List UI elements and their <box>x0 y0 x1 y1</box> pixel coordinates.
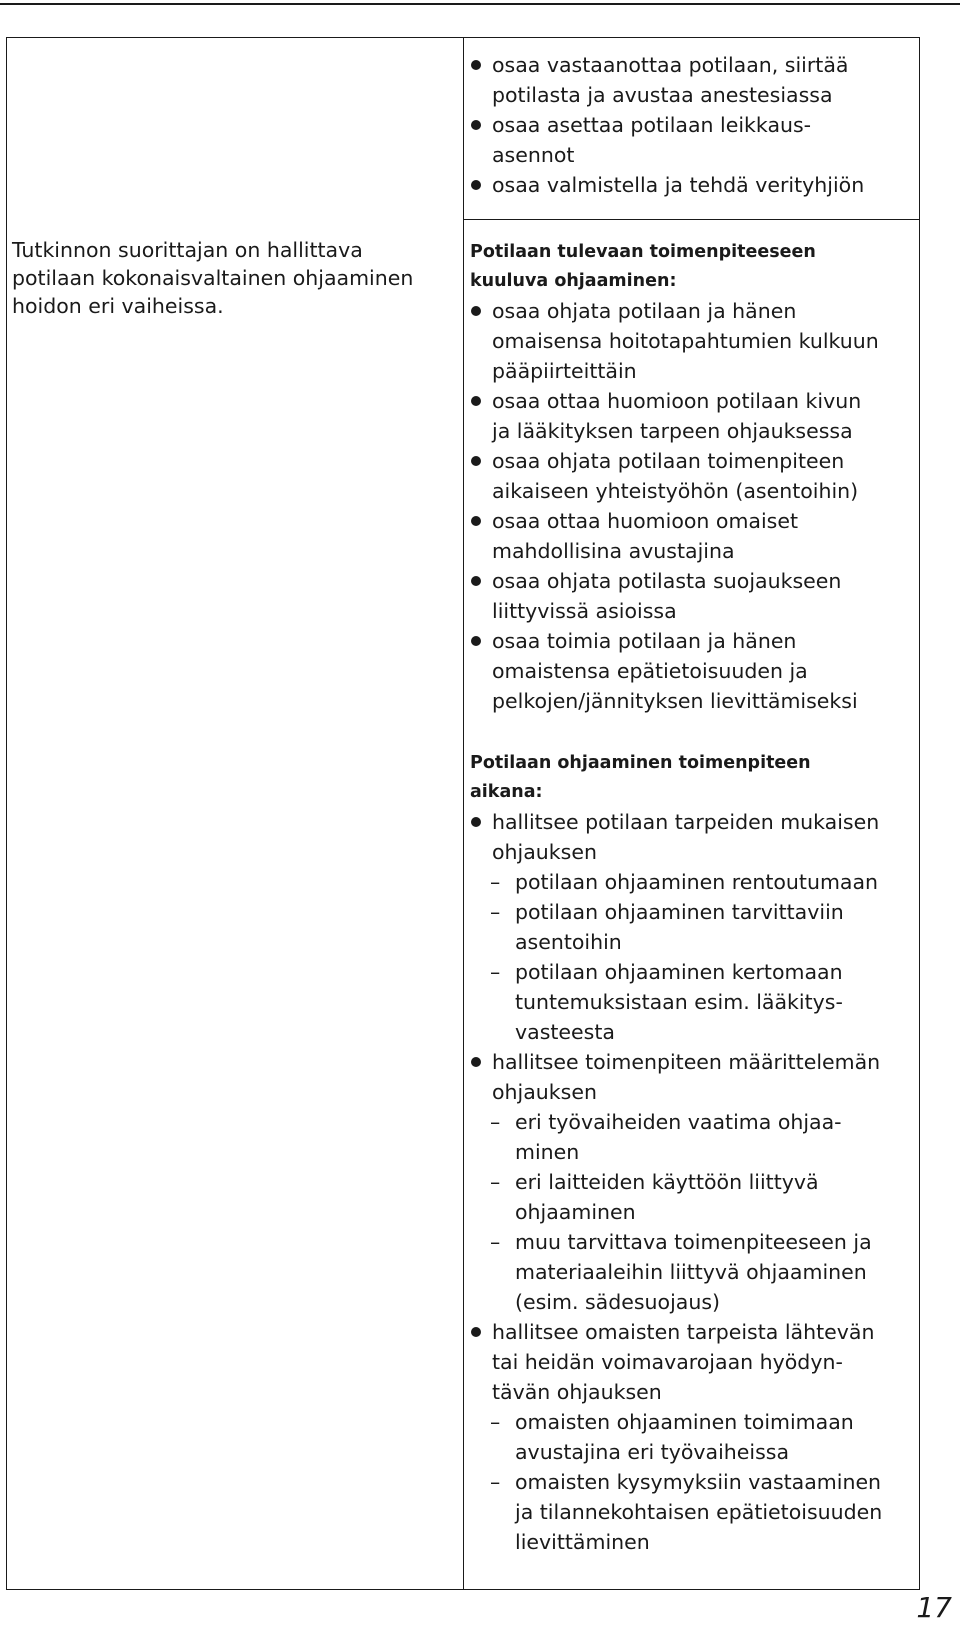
text-line: hallitsee omaisten tarpeista lähtevän <box>492 1320 875 1344</box>
dash-marker: – <box>490 1470 501 1494</box>
text-line: materiaaleihin liittyvä ohjaaminen <box>515 1260 867 1284</box>
text-line: pääpiirteittäin <box>492 359 637 383</box>
text-line: asentoihin <box>515 930 622 954</box>
bullet-icon <box>471 456 481 466</box>
text-line: ja tilannekohtaisen epätietoisuuden <box>515 1500 883 1524</box>
list-item <box>470 446 910 506</box>
text-line: ja lääkityksen tarpeen ohjauksessa <box>492 419 853 443</box>
sub-list-item <box>470 1467 910 1557</box>
text-line: potilaan kokonaisvaltainen ohjaaminen <box>12 266 414 290</box>
text-line: potilaan ohjaaminen kertomaan <box>515 960 843 984</box>
text-line: lievittäminen <box>515 1530 650 1554</box>
text-line: osaa asettaa potilaan leikkaus- <box>492 113 812 137</box>
sub-list-item <box>470 1107 910 1167</box>
list-item <box>470 1317 910 1407</box>
bullet-icon <box>471 180 481 190</box>
section-heading <box>470 238 910 296</box>
section-heading <box>470 749 910 807</box>
list-item <box>470 296 910 386</box>
heading-line: Potilaan ohjaaminen toimenpiteen <box>470 753 811 773</box>
list-item <box>470 386 910 446</box>
bullet-icon <box>471 576 481 586</box>
text-line: hallitsee potilaan tarpeiden mukaisen <box>492 810 880 834</box>
text-line: osaa ohjata potilaan ja hänen <box>492 299 797 323</box>
list-item <box>470 170 910 200</box>
dash-marker: – <box>490 1410 501 1434</box>
bullet-icon <box>471 1327 481 1337</box>
list-item <box>470 1047 910 1107</box>
dash-marker: – <box>490 1110 501 1134</box>
list-item <box>470 626 910 716</box>
bullet-icon <box>471 1057 481 1067</box>
section-during-procedure <box>470 749 910 1557</box>
text-line: aikaiseen yhteistyöhön (asentoihin) <box>492 479 859 503</box>
page-number: 17 <box>916 1591 952 1624</box>
text-line: osaa ottaa huomioon potilaan kivun <box>492 389 862 413</box>
bullet-icon <box>471 396 481 406</box>
sub-list-item <box>470 957 910 1047</box>
text-line: osaa ohjata potilaan toimenpiteen <box>492 449 845 473</box>
bullet-icon <box>471 636 481 646</box>
dash-marker: – <box>490 960 501 984</box>
main-right-cell <box>470 238 910 1590</box>
text-line: tuntemuksistaan esim. lääkitys- <box>515 990 843 1014</box>
text-line: osaa vastaanottaa potilaan, siirtää <box>492 53 849 77</box>
text-line: vasteesta <box>515 1020 615 1044</box>
text-line: eri laitteiden käyttöön liittyvä <box>515 1170 819 1194</box>
text-line: avustajina eri työvaiheissa <box>515 1440 790 1464</box>
section-before-procedure <box>470 238 910 716</box>
text-line: ohjauksen <box>492 1080 597 1104</box>
text-line: (esim. sädesuojaus) <box>515 1290 720 1314</box>
bullet-icon <box>471 817 481 827</box>
heading-line: Potilaan tulevaan toimenpiteeseen <box>470 242 816 262</box>
list-item <box>470 50 910 110</box>
top-right-cell <box>470 50 910 200</box>
text-line: osaa toimia potilaan ja hänen <box>492 629 797 653</box>
sub-list-item <box>470 1167 910 1227</box>
list-item <box>470 506 910 566</box>
dash-marker: – <box>490 870 501 894</box>
list-item <box>470 807 910 867</box>
bullet-icon <box>471 306 481 316</box>
sub-list-item <box>470 1407 910 1467</box>
sub-list-item <box>470 1227 910 1317</box>
text-line: osaa valmistella ja tehdä verityhjiön <box>492 173 865 197</box>
left-cell-requirement <box>12 236 452 320</box>
text-line: asennot <box>492 143 575 167</box>
text-line: osaa ohjata potilasta suojaukseen <box>492 569 842 593</box>
list-item <box>470 566 910 626</box>
text-line: ohjaaminen <box>515 1200 636 1224</box>
text-line: omaistensa epätietoisuuden ja <box>492 659 808 683</box>
text-line: pelkojen/jännityksen lievittämiseksi <box>492 689 858 713</box>
text-line: eri työvaiheiden vaatima ohjaa- <box>515 1110 842 1134</box>
text-line: mahdollisina avustajina <box>492 539 735 563</box>
sub-list-item <box>470 867 910 897</box>
text-line: muu tarvittava toimenpiteeseen ja <box>515 1230 872 1254</box>
text-line: Tutkinnon suorittajan on hallittava <box>12 238 363 262</box>
text-line: potilaan ohjaaminen rentoutumaan <box>515 870 879 894</box>
heading-line: aikana: <box>470 782 543 802</box>
text-line: omaisensa hoitotapahtumien kulkuun <box>492 329 879 353</box>
bullet-icon <box>471 60 481 70</box>
bullet-icon <box>471 516 481 526</box>
dash-marker: – <box>490 1170 501 1194</box>
text-line: hoidon eri vaiheissa. <box>12 294 224 318</box>
bullet-icon <box>471 120 481 130</box>
text-line: tai heidän voimavarojaan hyödyn- <box>492 1350 843 1374</box>
text-line: minen <box>515 1140 580 1164</box>
text-line: potilaan ohjaaminen tarvittaviin <box>515 900 844 924</box>
text-line: omaisten kysymyksiin vastaaminen <box>515 1470 882 1494</box>
text-line: osaa ottaa huomioon omaiset <box>492 509 799 533</box>
row-divider <box>463 219 920 220</box>
heading-line: kuuluva ohjaaminen: <box>470 271 677 291</box>
text-line: liittyvissä asioissa <box>492 599 677 623</box>
text-line: omaisten ohjaaminen toimimaan <box>515 1410 854 1434</box>
text-line: potilasta ja avustaa anestesiassa <box>492 83 833 107</box>
dash-marker: – <box>490 1230 501 1254</box>
top-rule <box>0 3 960 5</box>
text-line: hallitsee toimenpiteen määrittelemän <box>492 1050 881 1074</box>
list-item <box>470 110 910 170</box>
dash-marker: – <box>490 900 501 924</box>
text-line: ohjauksen <box>492 840 597 864</box>
sub-list-item <box>470 897 910 957</box>
column-divider <box>463 37 464 1590</box>
text-line: tävän ohjauksen <box>492 1380 662 1404</box>
